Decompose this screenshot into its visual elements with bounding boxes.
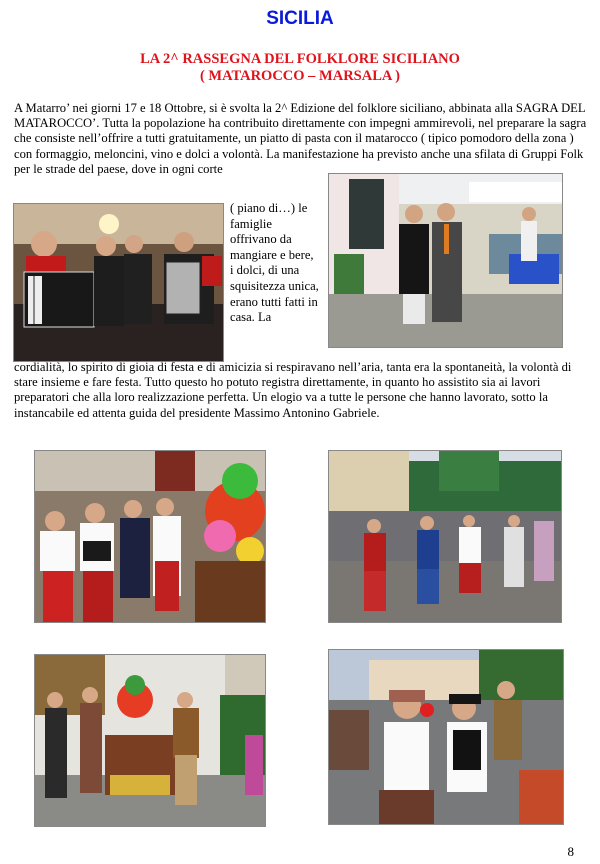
closing-text: cordialità, lo spirito di gioia di festa e di amicizia si respiravano nell’aria, tanta era la spontaneità, la volontà di stare insieme e fare festa. Tutto questo ho potuto registra direttamente, in quanto ho assistito sia ai lavori preparatori che alla loro realizzazione perfetta. Un elogio va a tutte le persone che hanno lavorato, sotto la instancabile ed attenta guida del presidente Massimo Antonino Gabriele. — [14, 360, 572, 420]
article-location: ( MATAROCCO – MARSALA ) — [199, 68, 401, 84]
closing-paragraph — [14, 360, 589, 421]
photo-two-men — [328, 173, 563, 348]
narrow-text: ( piano di…) le famiglie offrivano da mangiare e bere, i dolci, di una squisitezza unica, erano tutti fatti in casa. La — [230, 201, 319, 325]
photo-dancers-group — [34, 450, 266, 623]
narrow-column-text — [230, 201, 320, 326]
photo-accordion-players — [13, 203, 224, 362]
intro-paragraph — [14, 101, 589, 177]
page-number: 8 — [567, 844, 574, 859]
photo-decorated-cart — [34, 654, 266, 827]
page-title: SICILIA — [266, 8, 334, 29]
photo-children-parade — [328, 649, 564, 825]
photo-street-parade — [328, 450, 562, 623]
intro-text: A Matarro’ nei giorni 17 e 18 Ottobre, si è svolta la 2^ Edizione del folklore siciliano, abbinata alla SAGRA DEL MATAROCCO’. Tutta la popolazione ha contribuito direttamente con impegni ammirevoli, nel preparare la sagra che consiste nell’offrire a tutti gratuitamente, un piatto di pasta con il matarocco ( tipico pomodoro della zona ) con formaggio, meloncini, vino e dolci a volontà. La manifestazione ha previsto anche una sfilata di Gruppi Folk per le strade del paese, dove in ogni corte — [14, 101, 587, 176]
article-title: LA 2^ RASSEGNA DEL FOLKLORE SICILIANO — [140, 51, 460, 67]
